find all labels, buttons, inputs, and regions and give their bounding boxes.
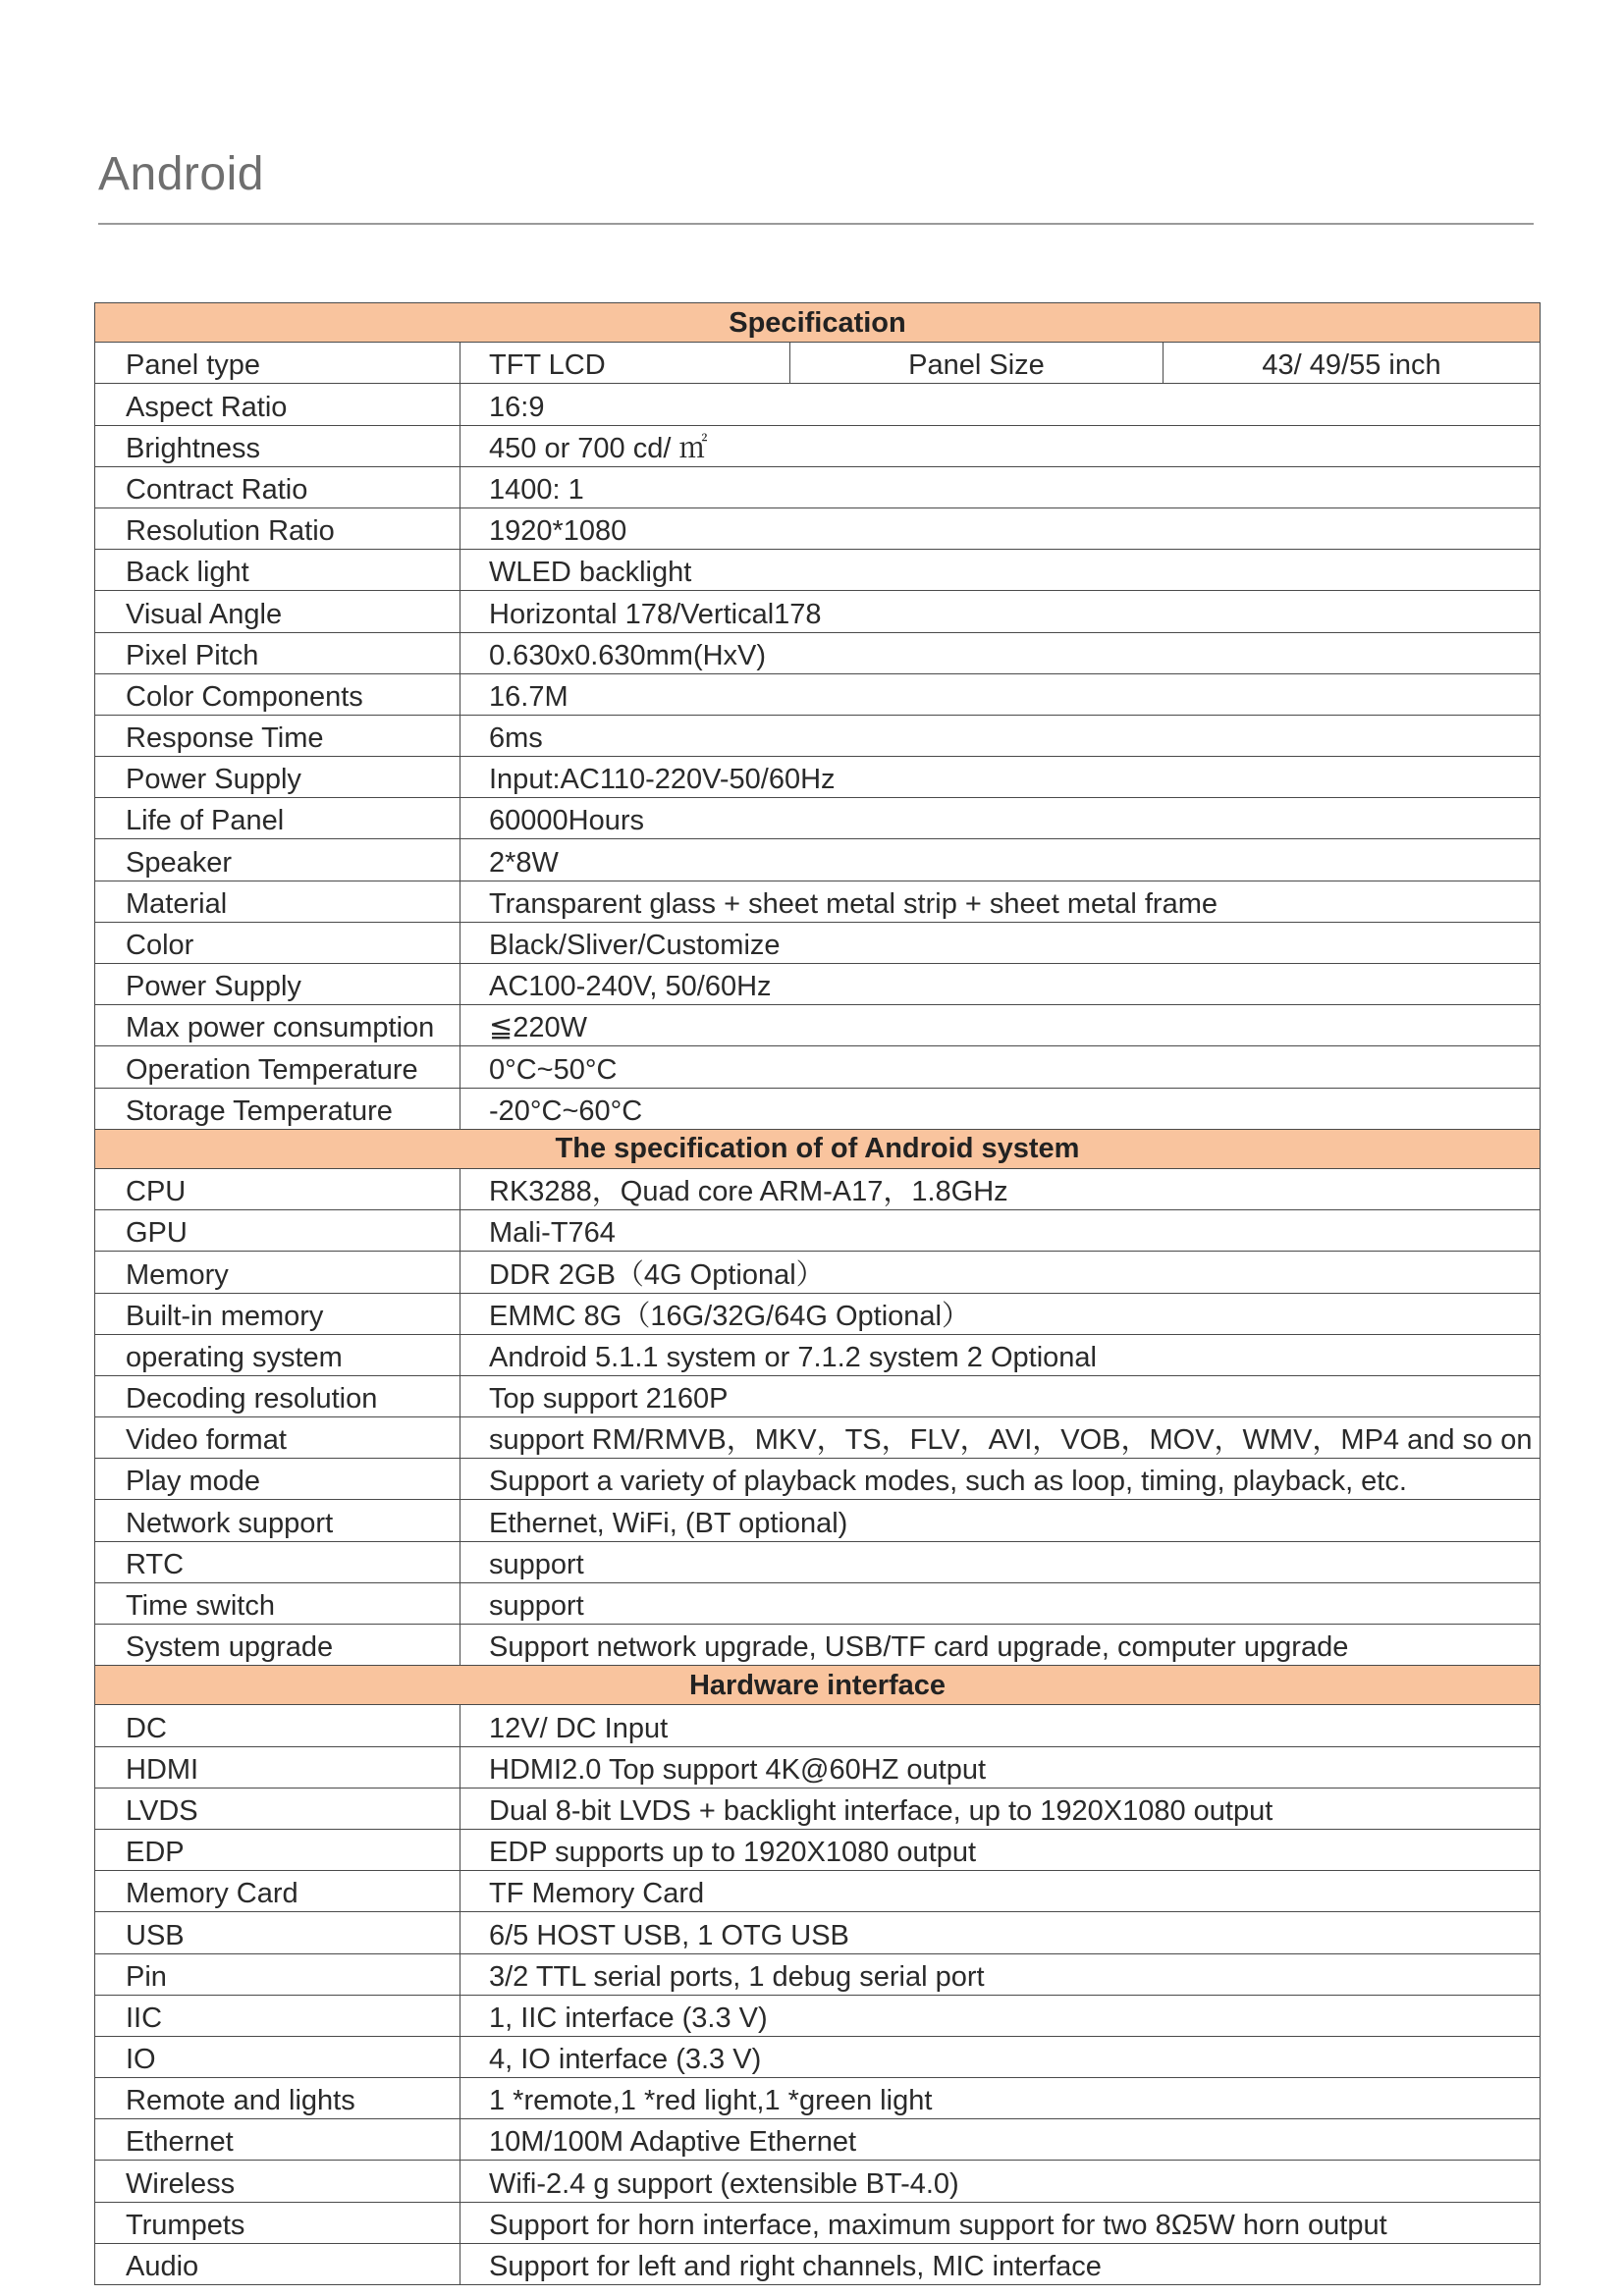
row-value: DDR 2GB（4G Optional） [460, 1252, 1541, 1293]
table-row [95, 550, 1541, 591]
row-value: TF Memory Card [460, 1871, 1541, 1912]
row-label: HDMI [95, 1746, 460, 1788]
row-label: Remote and lights [95, 2078, 460, 2119]
table-row [95, 591, 1541, 632]
table-row [95, 1953, 1541, 1995]
table-row [95, 1293, 1541, 1334]
table-row [95, 881, 1541, 922]
table-row [95, 1541, 1541, 1582]
panel-size-value: 43/ 49/55 inch [1164, 343, 1541, 384]
row-label: Power Supply [95, 964, 460, 1005]
row-label: operating system [95, 1334, 460, 1375]
row-value: 450 or 700 cd/ ㎡ [460, 425, 1541, 466]
row-value: Horizontal 178/Vertical178 [460, 591, 1541, 632]
row-value: Support for left and right channels, MIC interface [460, 2243, 1541, 2284]
table-row [95, 1252, 1541, 1293]
row-value: 16:9 [460, 384, 1541, 425]
row-label: Audio [95, 2243, 460, 2284]
row-value: Support network upgrade, USB/TF card upgrade, computer upgrade [460, 1625, 1541, 1666]
page-title: Android [98, 148, 264, 200]
section-header-label: Hardware interface [95, 1666, 1541, 1705]
row-label: Network support [95, 1500, 460, 1541]
row-value: 4, IO interface (3.3 V) [460, 2036, 1541, 2077]
row-value: -20°C~60°C [460, 1088, 1541, 1129]
row-value: 1400: 1 [460, 466, 1541, 507]
table-row [95, 1459, 1541, 1500]
row-value: Mali-T764 [460, 1210, 1541, 1252]
row-label: Material [95, 881, 460, 922]
row-label: Life of Panel [95, 798, 460, 839]
row-label: GPU [95, 1210, 460, 1252]
row-label: Max power consumption [95, 1005, 460, 1046]
row-label: Ethernet [95, 2119, 460, 2161]
row-label: Panel type [95, 343, 460, 384]
row-value: 3/2 TTL serial ports, 1 debug serial port [460, 1953, 1541, 1995]
row-label: Decoding resolution [95, 1375, 460, 1416]
row-value: Ethernet, WiFi, (BT optional) [460, 1500, 1541, 1541]
row-value: AC100-240V, 50/60Hz [460, 964, 1541, 1005]
row-label: Video format [95, 1417, 460, 1459]
row-value: RK3288，Quad core ARM-A17，1.8GHz [460, 1168, 1541, 1209]
row-label: Resolution Ratio [95, 507, 460, 549]
row-label: Memory [95, 1252, 460, 1293]
row-label: Back light [95, 550, 460, 591]
table-row [95, 2119, 1541, 2161]
table-row [95, 2243, 1541, 2284]
table-row [95, 1705, 1541, 1746]
table-row [95, 384, 1541, 425]
row-label: Wireless [95, 2161, 460, 2202]
row-label: Pin [95, 1953, 460, 1995]
section-header-label: Specification [95, 303, 1541, 343]
row-label: Time switch [95, 1582, 460, 1624]
section-header-hardware-interface [95, 1666, 1541, 1705]
row-label: Trumpets [95, 2202, 460, 2243]
row-value: 16.7M [460, 673, 1541, 715]
table-row [95, 466, 1541, 507]
table-row [95, 2161, 1541, 2202]
table-row [95, 922, 1541, 963]
row-label: Speaker [95, 839, 460, 881]
row-value: Black/Sliver/Customize [460, 922, 1541, 963]
table-row [95, 1375, 1541, 1416]
table-row [95, 2202, 1541, 2243]
section-header-label: The specification of of Android system [95, 1129, 1541, 1168]
table-row [95, 715, 1541, 756]
row-label: Aspect Ratio [95, 384, 460, 425]
row-value: Top support 2160P [460, 1375, 1541, 1416]
row-value: Input:AC110-220V-50/60Hz [460, 757, 1541, 798]
row-value: 0.630x0.630mm(HxV) [460, 632, 1541, 673]
table-row [95, 2036, 1541, 2077]
table-row [95, 1005, 1541, 1046]
table-row [95, 964, 1541, 1005]
row-value: 6ms [460, 715, 1541, 756]
table-row [95, 1046, 1541, 1088]
table-row [95, 1746, 1541, 1788]
row-value: EMMC 8G（16G/32G/64G Optional） [460, 1293, 1541, 1334]
table-row [95, 1334, 1541, 1375]
row-label: Operation Temperature [95, 1046, 460, 1088]
table-row [95, 1829, 1541, 1870]
table-row [95, 1210, 1541, 1252]
table-row [95, 1788, 1541, 1829]
table-row [95, 1582, 1541, 1624]
table-row [95, 1168, 1541, 1209]
row-value: 12V/ DC Input [460, 1705, 1541, 1746]
row-label: Built-in memory [95, 1293, 460, 1334]
row-label: Color [95, 922, 460, 963]
table-row [95, 1088, 1541, 1129]
table-row [95, 1625, 1541, 1666]
table-row [95, 343, 1541, 384]
row-label: CPU [95, 1168, 460, 1209]
table-row [95, 632, 1541, 673]
spec-table-body [95, 303, 1541, 2285]
row-value: 10M/100M Adaptive Ethernet [460, 2119, 1541, 2161]
section-header-specification [95, 303, 1541, 343]
table-row [95, 1912, 1541, 1953]
table-row [95, 1871, 1541, 1912]
table-row [95, 1500, 1541, 1541]
row-label: DC [95, 1705, 460, 1746]
row-label: System upgrade [95, 1625, 460, 1666]
row-label: IO [95, 2036, 460, 2077]
row-value: 2*8W [460, 839, 1541, 881]
row-value: support RM/RMVB，MKV，TS，FLV，AVI，VOB，MOV，WMV，MP4 and so on [460, 1417, 1541, 1459]
row-label: EDP [95, 1829, 460, 1870]
row-label: Play mode [95, 1459, 460, 1500]
row-label: Response Time [95, 715, 460, 756]
row-value: Support a variety of playback modes, such as loop, timing, playback, etc. [460, 1459, 1541, 1500]
row-value: HDMI2.0 Top support 4K@60HZ output [460, 1746, 1541, 1788]
row-value: Dual 8-bit LVDS + backlight interface, up to 1920X1080 output [460, 1788, 1541, 1829]
row-label: Visual Angle [95, 591, 460, 632]
row-label: Contract Ratio [95, 466, 460, 507]
row-value: Wifi-2.4 g support (extensible BT-4.0) [460, 2161, 1541, 2202]
panel-size-label: Panel Size [790, 343, 1164, 384]
table-row [95, 1417, 1541, 1459]
row-value: 1920*1080 [460, 507, 1541, 549]
row-value: 60000Hours [460, 798, 1541, 839]
row-label: IIC [95, 1995, 460, 2036]
row-value: 0°C~50°C [460, 1046, 1541, 1088]
table-row [95, 2078, 1541, 2119]
table-row [95, 757, 1541, 798]
row-label: Pixel Pitch [95, 632, 460, 673]
section-header-android-system [95, 1129, 1541, 1168]
row-label: Power Supply [95, 757, 460, 798]
row-label: Color Components [95, 673, 460, 715]
row-value: EDP supports up to 1920X1080 output [460, 1829, 1541, 1870]
row-label: Memory Card [95, 1871, 460, 1912]
row-label: LVDS [95, 1788, 460, 1829]
table-row [95, 839, 1541, 881]
row-value: 6/5 HOST USB, 1 OTG USB [460, 1912, 1541, 1953]
row-value: Android 5.1.1 system or 7.1.2 system 2 Optional [460, 1334, 1541, 1375]
row-value: WLED backlight [460, 550, 1541, 591]
row-value: support [460, 1582, 1541, 1624]
row-value: ≦220W [460, 1005, 1541, 1046]
row-value: 1 *remote,1 *red light,1 *green light [460, 2078, 1541, 2119]
row-value: support [460, 1541, 1541, 1582]
table-row [95, 1995, 1541, 2036]
table-row [95, 425, 1541, 466]
row-label: Storage Temperature [95, 1088, 460, 1129]
row-label: USB [95, 1912, 460, 1953]
spec-table [94, 302, 1541, 2285]
row-value: 1, IIC interface (3.3 V) [460, 1995, 1541, 2036]
table-row [95, 798, 1541, 839]
row-label: RTC [95, 1541, 460, 1582]
row-label: Brightness [95, 425, 460, 466]
table-row [95, 673, 1541, 715]
title-divider [98, 223, 1534, 225]
row-value: Support for horn interface, maximum support for two 8Ω5W horn output [460, 2202, 1541, 2243]
table-row [95, 507, 1541, 549]
row-value: Transparent glass + sheet metal strip + sheet metal frame [460, 881, 1541, 922]
row-value: TFT LCD [460, 343, 790, 384]
